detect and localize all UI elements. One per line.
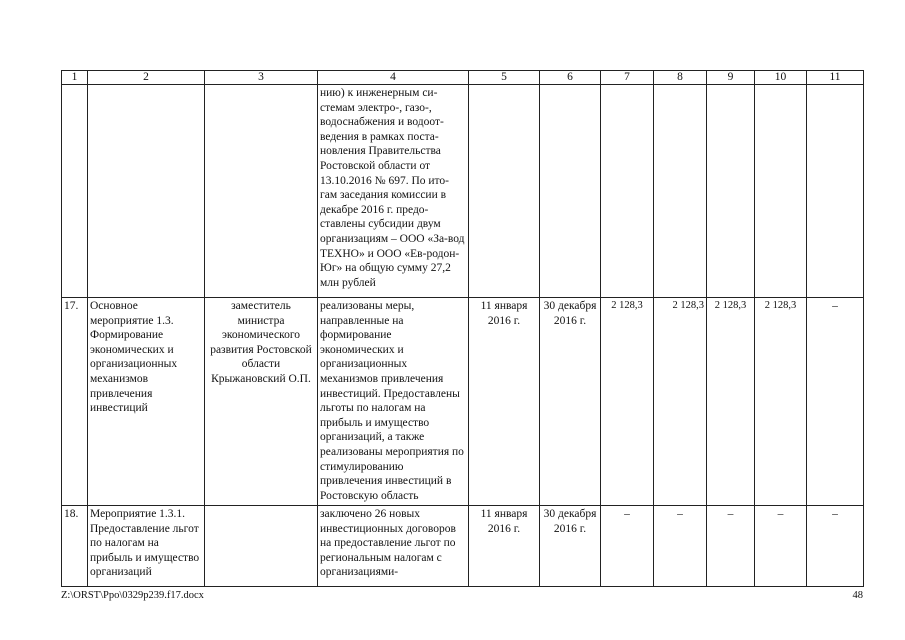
- header-cell: 8: [654, 71, 707, 85]
- activity-name: Основное мероприятие 1.3. Формирование экономических и организационных механизмов привлечения инвестиций: [88, 298, 205, 506]
- continuation-row: [62, 85, 864, 298]
- end-date: 30 декабря 2016 г.: [540, 506, 601, 587]
- value-col11: –: [807, 506, 864, 587]
- start-date: 11 января 2016 г.: [469, 298, 540, 506]
- header-cell: 3: [205, 71, 318, 85]
- continuation-result-cell: нию) к инженерным си-стемам электро-, газо-, водоснабжения и водоот-ведения в рамках поста-новления Правительства Ростовской области от 13.10.2016 № 697. По ито-гам заседания комиссии в декабре 2016 г. предо-ставлены субсидии двум организациям – ООО «За-вод ТЕХНО» и ООО «Ев-родон-Юг» на общую сумму 27,2 млн рублей: [318, 85, 469, 298]
- table-cell: [707, 85, 755, 298]
- header-cell: 9: [707, 71, 755, 85]
- page-number: 48: [852, 590, 863, 601]
- header-cell: 7: [601, 71, 654, 85]
- end-date: 30 декабря 2016 г.: [540, 298, 601, 506]
- table-cell: [654, 85, 707, 298]
- header-cell: 5: [469, 71, 540, 85]
- header-cell: 6: [540, 71, 601, 85]
- table-cell: [62, 85, 88, 298]
- responsible-person: [205, 506, 318, 587]
- table-cell: [601, 85, 654, 298]
- table-cell: [88, 85, 205, 298]
- document-path: Z:\ORST\Ppo\0329p239.f17.docx: [61, 590, 204, 601]
- row-number: 17.: [62, 298, 88, 506]
- responsible-person: заместитель министра экономического развития Ростовской области Крыжановский О.П.: [205, 298, 318, 506]
- header-cell: 4: [318, 71, 469, 85]
- header-cell: 2: [88, 71, 205, 85]
- table-cell: [807, 85, 864, 298]
- table-row: [62, 298, 864, 506]
- value-col9: 2 128,3: [707, 298, 755, 506]
- value-col10: –: [755, 506, 807, 587]
- value-col11: –: [807, 298, 864, 506]
- table-cell: [205, 85, 318, 298]
- table-cell: [469, 85, 540, 298]
- header-cell: 1: [62, 71, 88, 85]
- table-row: [62, 506, 864, 587]
- header-cell: 11: [807, 71, 864, 85]
- header-cell: 10: [755, 71, 807, 85]
- value-col7: 2 128,3: [601, 298, 654, 506]
- value-col8: –: [654, 506, 707, 587]
- start-date: 11 января 2016 г.: [469, 506, 540, 587]
- value-col10: 2 128,3: [755, 298, 807, 506]
- activity-name: Мероприятие 1.3.1. Предоставление льгот по налогам на прибыль и имущество организаций: [88, 506, 205, 587]
- table-cell: [540, 85, 601, 298]
- activity-result: заключено 26 новых инвестиционных договоров на предоставление льгот по региональным налогам с организациями-: [318, 506, 469, 587]
- table-cell: [755, 85, 807, 298]
- program-table: [61, 70, 864, 587]
- value-col7: –: [601, 506, 654, 587]
- row-number: 18.: [62, 506, 88, 587]
- header-row: [62, 71, 864, 85]
- value-col9: –: [707, 506, 755, 587]
- activity-result: реализованы меры, направленные на формирование экономических и организационных механизмов привлечения инвестиций. Предоставлены льготы по налогам на прибыль и имущество организаций, а также реализованы мероприятия по стимулированию привлечения инвестиций в Ростовскую область: [318, 298, 469, 506]
- value-col8: 2 128,3: [654, 298, 707, 506]
